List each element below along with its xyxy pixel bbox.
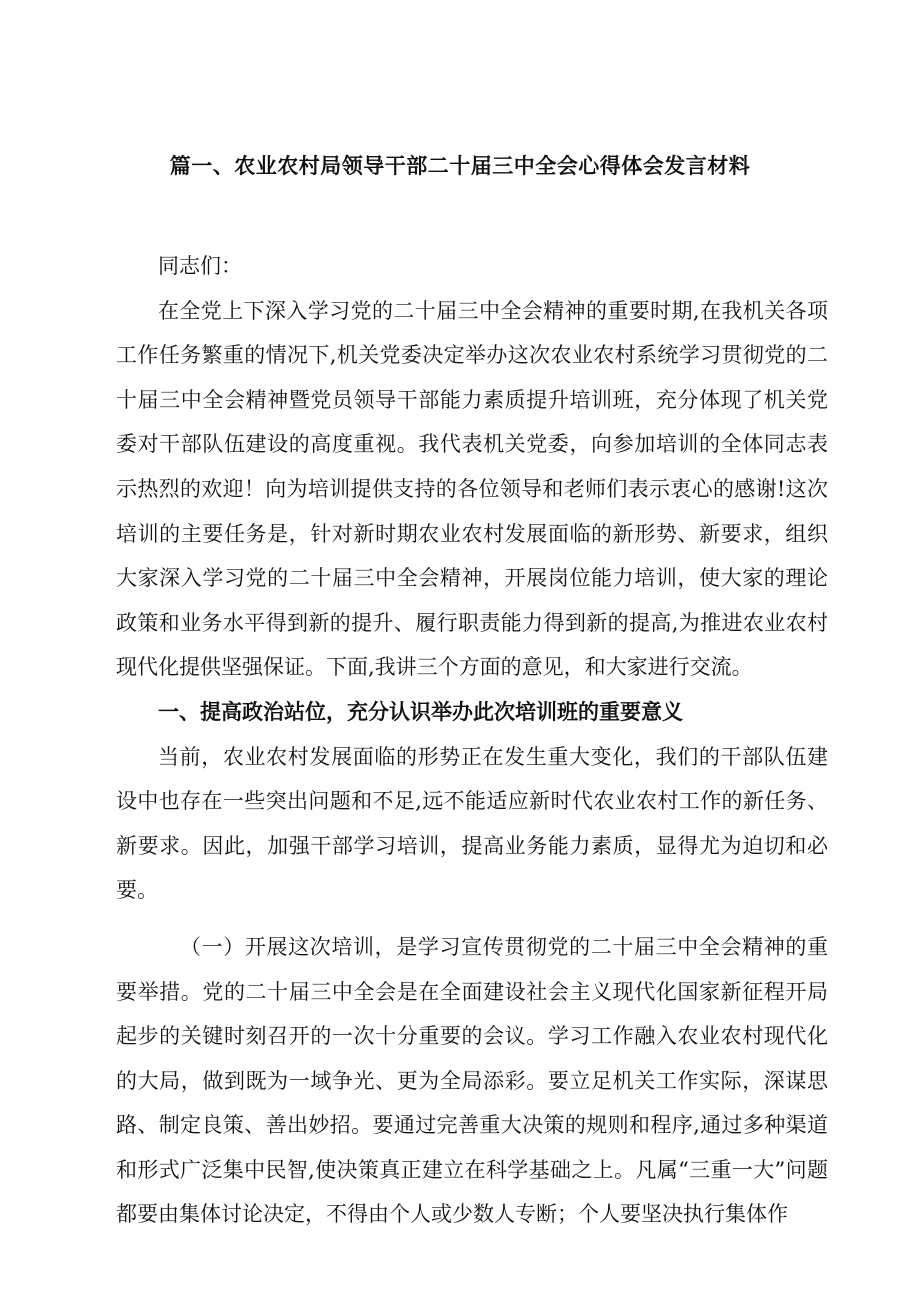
section-heading-1: 一、提高政治站位，充分认识举办此次培训班的重要意义 — [158, 698, 683, 724]
document-title: 篇一、农业农村局领导干部二十届三中全会心得体会发言材料 — [169, 153, 751, 178]
document-body — [116, 244, 828, 1237]
section-1-paragraph: 当前，农业农村发展面临的形势正在发生重大变化，我们的干部队伍建设中也存在一些突出问题和不足,远不能适应新时代农业农村工作的新任务、新要求。因此，加强干部学习培训，提高业务能力素质，显得尤为迫切和必要。 — [116, 744, 828, 903]
salutation: 同志们： — [158, 254, 242, 278]
subsection-1-paragraph: （一）开展这次培训，是学习宣传贯彻党的二十届三中全会精神的重要举措。党的二十届三中全会是在全面建设社会主义现代化国家新征程开局起步的关键时刻召开的一次十分重要的会议。学习工作融入农业农村现代化的大局，做到既为一域争光、更为全局添彩。要立足机关工作实际，深谋思路、制定良策、善出妙招。要通过完善重大决策的规则和程序,通过多种渠道和形式广泛集中民智,使决策真正建立在科学基础之上。凡属“三重一大”问题都要由集体讨论决定，不得由个人或少数人专断；个人要坚决执行集体作 — [116, 934, 828, 1227]
intro-paragraph: 在全党上下深入学习党的二十届三中全会精神的重要时期,在我机关各项工作任务繁重的情况下,机关党委决定举办这次农业农村系统学习贯彻党的二十届三中全会精神暨党员领导干部能力素质提升培训班，充分体现了机关党委对干部队伍建设的高度重视。我代表机关党委，向参加培训的全体同志表示热烈的欢迎！向为培训提供支持的各位领导和老师们表示衷心的感谢!这次培训的主要任务是，针对新时期农业农村发展面临的新形势、新要求，组织大家深入学习党的二十届三中全会精神，开展岗位能力培训，使大家的理论政策和业务水平得到新的提升、履行职责能力得到新的提高,为推进农业农村现代化提供坚强保证。下面,我讲三个方面的意见，和大家进行交流。 — [116, 298, 828, 680]
